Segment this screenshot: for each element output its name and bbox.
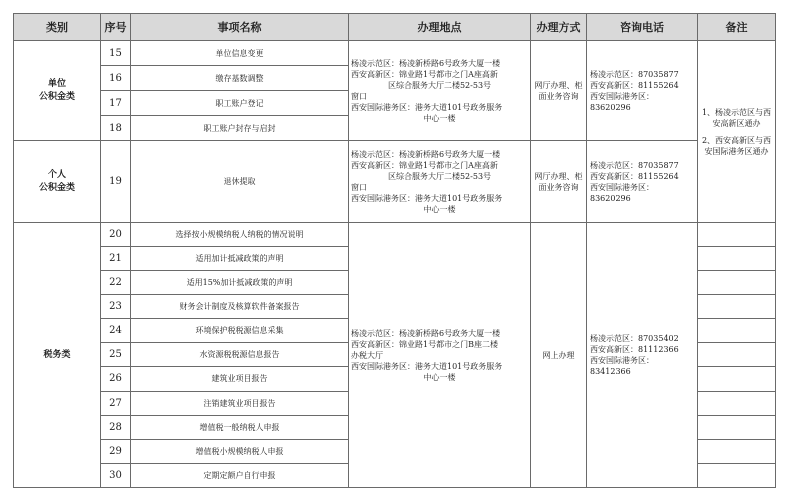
method-cell: 网厅办理、柜面业务咨询 <box>531 41 587 141</box>
location-line: 西安国际港务区：港务大道101号政务服务 <box>351 361 503 371</box>
note-line: 2、西安高新区与西安国际港务区通办 <box>701 135 772 156</box>
header-phone: 咨询电话 <box>587 14 698 41</box>
location-line: 中心一楼 <box>423 113 456 123</box>
note-cell-empty <box>698 391 776 415</box>
location-line: 窗口 <box>351 91 367 101</box>
phone-line: 83620296 <box>590 193 631 203</box>
phone-cell <box>587 41 698 141</box>
item-name: 单位信息变更 <box>131 41 349 66</box>
item-name: 水资源税税源信息报告 <box>131 343 349 367</box>
phone-line: 西安国际港务区： <box>590 91 654 101</box>
item-number: 23 <box>101 295 131 319</box>
phone-line: 西安国际港务区： <box>590 182 654 192</box>
header-note: 备注 <box>698 14 776 41</box>
item-number: 16 <box>101 66 131 91</box>
item-number: 27 <box>101 391 131 415</box>
item-number: 19 <box>101 141 131 223</box>
phone-line: 杨凌示范区：87035877 <box>590 69 679 79</box>
location-line: 区综合服务大厅二楼52-53号 <box>387 80 492 90</box>
phone-line: 西安国际港务区： <box>590 356 654 366</box>
item-name: 适用加计抵减政策的声明 <box>131 247 349 271</box>
note-cell-empty <box>698 271 776 295</box>
category-label: 单位 公积金类 <box>38 78 75 102</box>
phone-line: 杨凌示范区：87035402 <box>590 334 679 344</box>
location-line: 区综合服务大厅二楼52-53号 <box>387 171 492 181</box>
category-housing-unit <box>14 41 101 141</box>
location-line: 杨凌示范区：杨凌新桥路6号政务大厦一楼 <box>351 58 501 68</box>
header-number: 序号 <box>101 14 131 41</box>
table-row <box>14 223 776 247</box>
header-row <box>14 14 776 41</box>
category-housing-personal <box>14 141 101 223</box>
note-cell-empty <box>698 223 776 247</box>
method-cell: 网厅办理、柜面业务咨询 <box>531 141 587 223</box>
phone-line: 西安高新区：81112366 <box>590 345 679 355</box>
category-tax: 税务类 <box>14 223 101 488</box>
phone-line: 西安高新区：81155264 <box>590 80 679 90</box>
location-cell <box>349 41 531 141</box>
header-method: 办理方式 <box>531 14 587 41</box>
phone-line: 83620296 <box>590 102 631 112</box>
phone-line: 杨凌示范区：87035877 <box>590 160 679 170</box>
item-number: 25 <box>101 343 131 367</box>
item-number: 24 <box>101 319 131 343</box>
item-number: 21 <box>101 247 131 271</box>
location-cell <box>349 141 531 223</box>
item-name: 增值税小规模纳税人申报 <box>131 439 349 463</box>
location-line: 西安国际港务区：港务大道101号政务服务 <box>351 193 503 203</box>
header-category: 类别 <box>14 14 101 41</box>
item-name: 增值税一般纳税人申报 <box>131 415 349 439</box>
item-number: 30 <box>101 463 131 487</box>
item-name: 财务会计制度及核算软件备案报告 <box>131 295 349 319</box>
location-line: 办税大厅 <box>351 350 383 360</box>
note-cell-empty <box>698 439 776 463</box>
item-name: 退休提取 <box>131 141 349 223</box>
location-line: 中心一楼 <box>423 372 456 382</box>
location-line: 中心一楼 <box>423 204 456 214</box>
item-name: 职工账户封存与启封 <box>131 116 349 141</box>
note-cell-empty <box>698 247 776 271</box>
method-cell: 网上办理 <box>531 223 587 488</box>
note-cell-empty <box>698 415 776 439</box>
table-row <box>14 141 776 223</box>
note-cell <box>698 41 776 223</box>
note-cell-empty <box>698 463 776 487</box>
note-cell-empty <box>698 319 776 343</box>
services-table <box>13 13 776 488</box>
item-number: 20 <box>101 223 131 247</box>
item-name: 定期定额户自行申报 <box>131 463 349 487</box>
header-item-name: 事项名称 <box>131 14 349 41</box>
phone-line: 83412366 <box>590 367 631 377</box>
location-line: 西安高新区：锦业路1号都市之门B座二楼 <box>351 339 498 349</box>
item-number: 17 <box>101 91 131 116</box>
phone-cell <box>587 141 698 223</box>
category-label: 个人 公积金类 <box>38 169 75 193</box>
note-cell-empty <box>698 295 776 319</box>
phone-line: 西安高新区：81155264 <box>590 171 679 181</box>
note-cell-empty <box>698 367 776 391</box>
item-number: 22 <box>101 271 131 295</box>
item-number: 29 <box>101 439 131 463</box>
location-line: 窗口 <box>351 182 367 192</box>
item-name: 选择按小规模纳税人纳税的情况说明 <box>131 223 349 247</box>
note-cell-empty <box>698 343 776 367</box>
location-line: 西安高新区：锦业路1号都市之门A座高新 <box>351 160 498 170</box>
item-name: 建筑业项目报告 <box>131 367 349 391</box>
item-number: 26 <box>101 367 131 391</box>
item-number: 28 <box>101 415 131 439</box>
location-line: 杨凌示范区：杨凌新桥路6号政务大厦一楼 <box>351 149 501 159</box>
item-name: 职工账户登记 <box>131 91 349 116</box>
item-number: 18 <box>101 116 131 141</box>
location-line: 西安国际港务区：港务大道101号政务服务 <box>351 102 503 112</box>
item-name: 注销建筑业项目报告 <box>131 391 349 415</box>
item-number: 15 <box>101 41 131 66</box>
location-line: 西安高新区：锦业路1号都市之门A座高新 <box>351 69 498 79</box>
note-line: 1、杨凌示范区与西安高新区通办 <box>701 107 772 128</box>
item-name: 适用15%加计抵减政策的声明 <box>131 271 349 295</box>
location-cell <box>349 223 531 488</box>
location-line: 杨凌示范区：杨凌新桥路6号政务大厦一楼 <box>351 328 501 338</box>
phone-cell <box>587 223 698 488</box>
item-name: 环境保护税税源信息采集 <box>131 319 349 343</box>
item-name: 缴存基数调整 <box>131 66 349 91</box>
header-location: 办理地点 <box>349 14 531 41</box>
table-row <box>14 41 776 66</box>
